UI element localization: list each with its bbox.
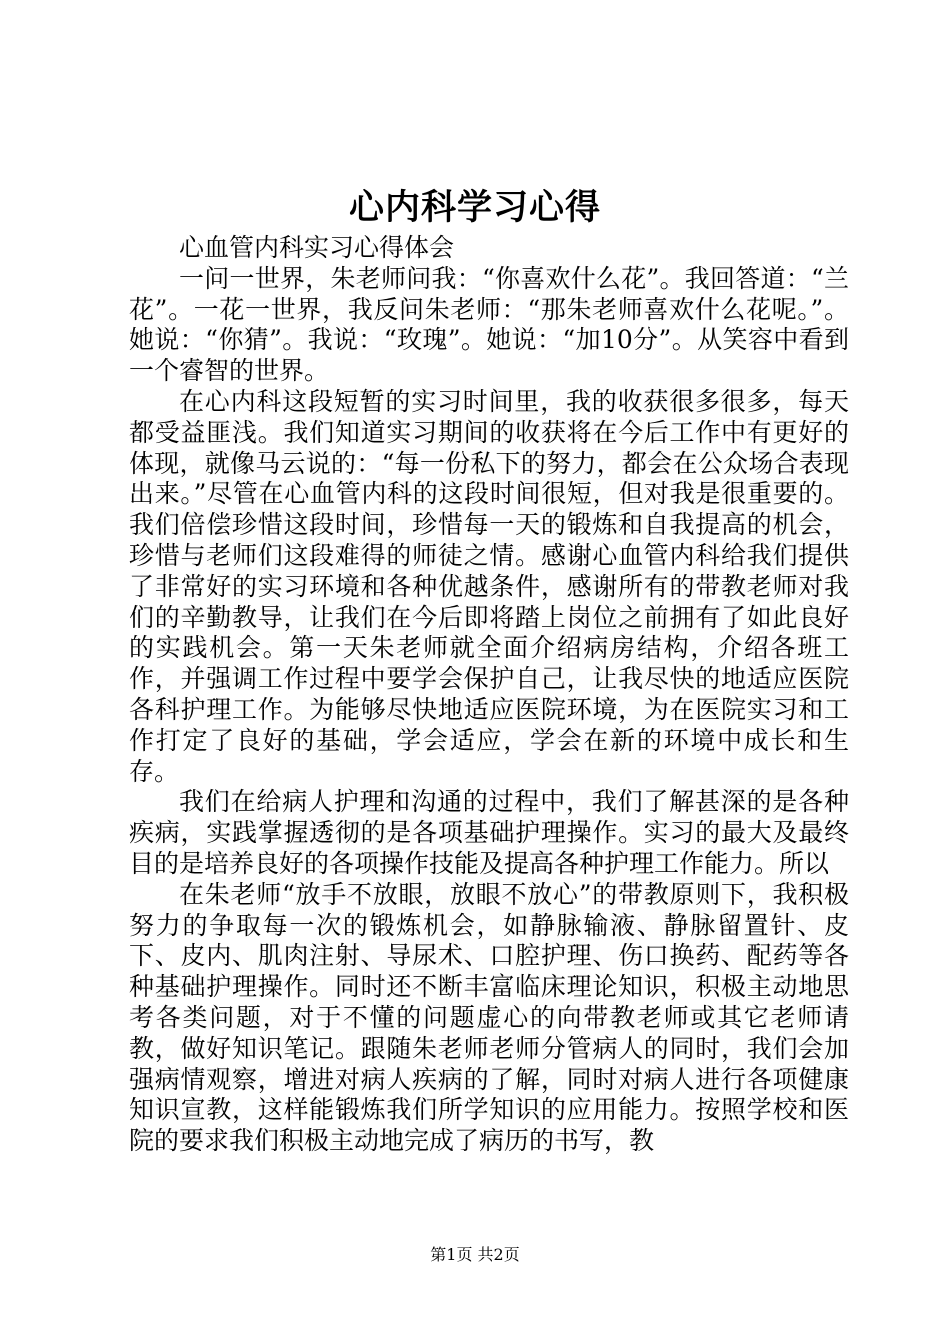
document-title: 心内科学习心得 — [348, 187, 601, 228]
page-footer: 第1页 共2页 — [430, 1245, 520, 1264]
body-paragraph: 在心内科这段短暂的实习时间里，我的收获很多很多，每天都受益匪浅。我们知道实习期间的收获将在今后工作中有更好的体现，就像马云说的：“每一份私下的努力，都会在公众场合表现出来。”尽管在心血管内科的这段时间很短，但对我是很重要的。我们倍偿珍惜这段时间，珍惜每一天的锻炼和自我提高的机会，珍惜与老师们这段难得的师徒之情。感谢心血管内科给我们提供了非常好的实习环境和各种优越条件，感谢所有的带教老师对我们的辛勤教导，让我们在今后即将踏上岗位之前拥有了如此良好的实践机会。第一天朱老师就全面介绍病房结构，介绍各班工作，并强调工作过程中要学会保护自己，让我尽快的地适应医院各科护理工作。为能够尽快地适应医院环境，为在医院实习和工作打定了良好的基础，学会适应，学会在新的环境中成长和生存。 — [129, 386, 849, 786]
body-paragraph: 一问一世界，朱老师问我：“你喜欢什么花”。我回答道：“兰花”。一花一世界，我反问朱老师：“那朱老师喜欢什么花呢。”。她说：“你猜”。我说：“玫瑰”。她说：“加10分”。从笑容中看到一个睿智的世界。 — [129, 263, 849, 386]
document-body — [129, 233, 849, 1157]
body-paragraph: 我们在给病人护理和沟通的过程中，我们了解甚深的是各种疾病，实践掌握透彻的是各项基础护理操作。实习的最大及最终目的是培养良好的各项操作技能及提高各种护理工作能力。所以 — [129, 787, 849, 878]
body-paragraph: 在朱老师“放手不放眼，放眼不放心”的带教原则下，我积极努力的争取每一次的锻炼机会，如静脉输液、静脉留置针、皮下、皮内、肌肉注射、导尿术、口腔护理、伤口换药、配药等各种基础护理操作。同时还不断丰富临床理论知识，积极主动地思考各类问题，对于不懂的问题虚心的向带教老师或其它老师请教，做好知识笔记。跟随朱老师老师分管病人的同时，我们会加强病情观察，增进对病人疾病的了解，同时对病人进行各项健康知识宣教，这样能锻炼我们所学知识的应用能力。按照学校和医院的要求我们积极主动地完成了病历的书写，教 — [129, 879, 849, 1156]
subtitle-paragraph: 心血管内科实习心得体会 — [179, 233, 455, 262]
